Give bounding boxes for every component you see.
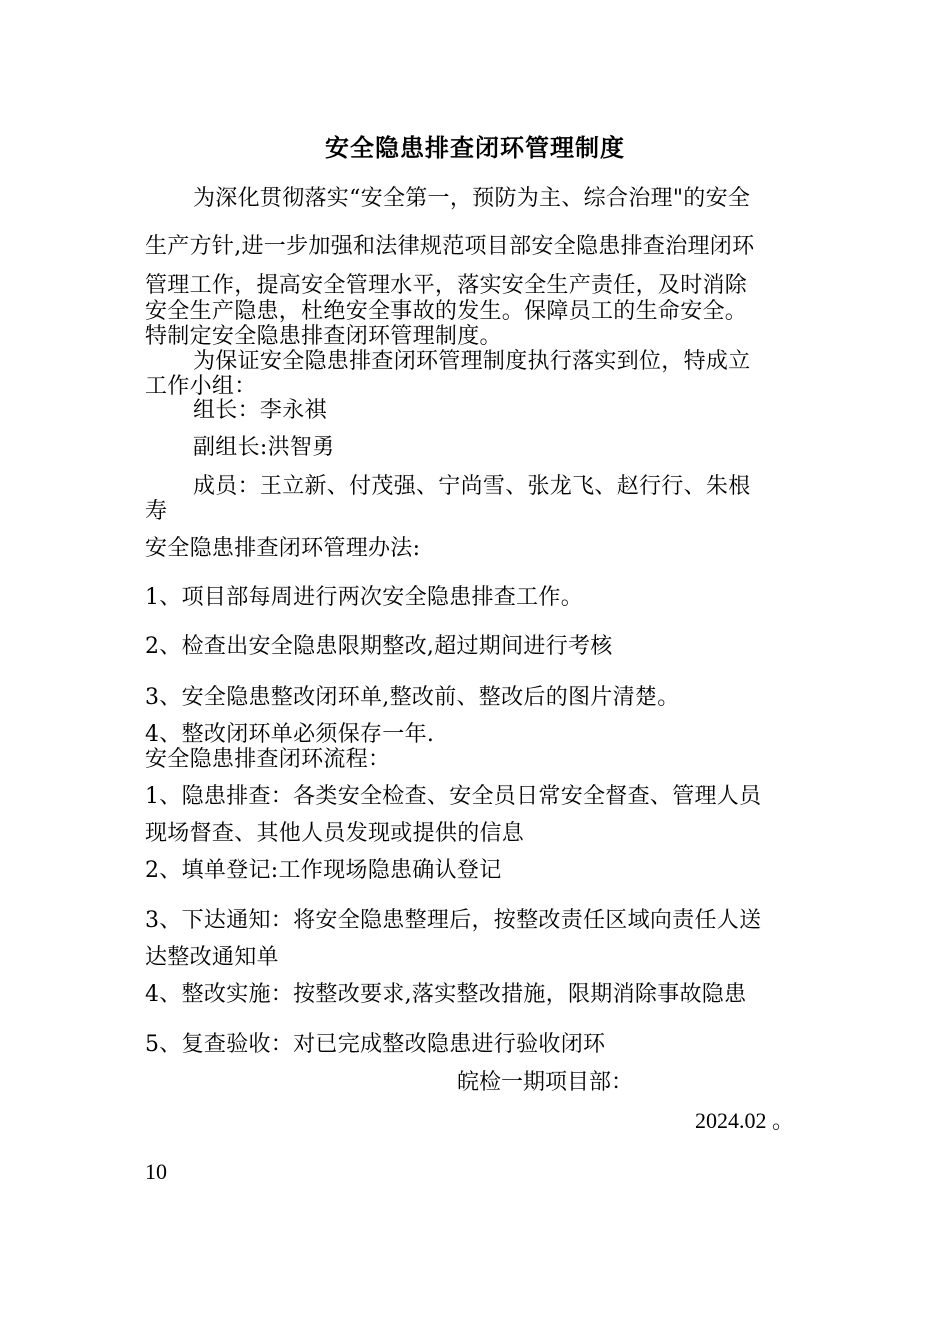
process-line: 5、复查验收：对已完成整改隐患进行验收闭环 [145,1032,606,1057]
process-line: 达整改通知单 [145,945,279,970]
document-title: 安全隐患排查闭环管理制度 [325,133,625,162]
intro-line: 安全生产隐患，杜绝安全事故的发生。保障员工的生命安全。 [145,299,748,324]
method-item: 1、项目部每周进行两次安全隐患排查工作。 [145,585,583,610]
intro-line: 特制定安全隐患排查闭环管理制度。 [145,324,502,349]
group-line: 工作小组： [145,374,257,399]
process-line: 现场督查、其他人员发现或提供的信息 [145,821,525,846]
group-members-line: 寿 [145,499,168,524]
signature: 皖检一期项目部： [457,1070,634,1095]
page-number: 10 [145,1159,167,1184]
group-deputy: 副组长:洪智勇 [193,435,335,460]
process-line: 1、隐患排查：各类安全检查、安全员日常安全督查、管理人员 [145,784,762,809]
process-line: 4、整改实施：按整改要求,落实整改措施，限期消除事故隐患 [145,982,747,1007]
intro-line: 生产方针,进一步加强和法律规范项目部安全隐患排查治理闭环 [145,234,755,259]
intro-line: 为深化贯彻落实“安全第一，预防为主、综合治理"的安全 [193,186,751,211]
method-item: 3、安全隐患整改闭环单,整改前、整改后的图片清楚。 [145,685,680,710]
group-members-line: 成员：王立新、付茂强、宁尚雪、张龙飞、赵行行、朱根 [193,474,751,499]
process-heading: 安全隐患排查闭环流程： [145,747,391,772]
process-line: 3、下达通知：将安全隐患整理后，按整改责任区域向责任人送 [145,908,762,933]
group-leader: 组长：李永祺 [193,398,327,423]
group-line: 为保证安全隐患排查闭环管理制度执行落实到位，特成立 [193,349,751,374]
process-line: 2、填单登记:工作现场隐患确认登记 [145,858,502,883]
methods-heading: 安全隐患排查闭环管理办法: [145,536,421,561]
method-item: 4、整改闭环单必须保存一年. [145,722,435,747]
method-item: 2、检查出安全隐患限期整改,超过期间进行考核 [145,634,613,659]
document-date: 2024.02 。 [695,1108,795,1133]
intro-line: 管理工作，提高安全管理水平，落实安全生产责任，及时消除 [145,273,748,298]
